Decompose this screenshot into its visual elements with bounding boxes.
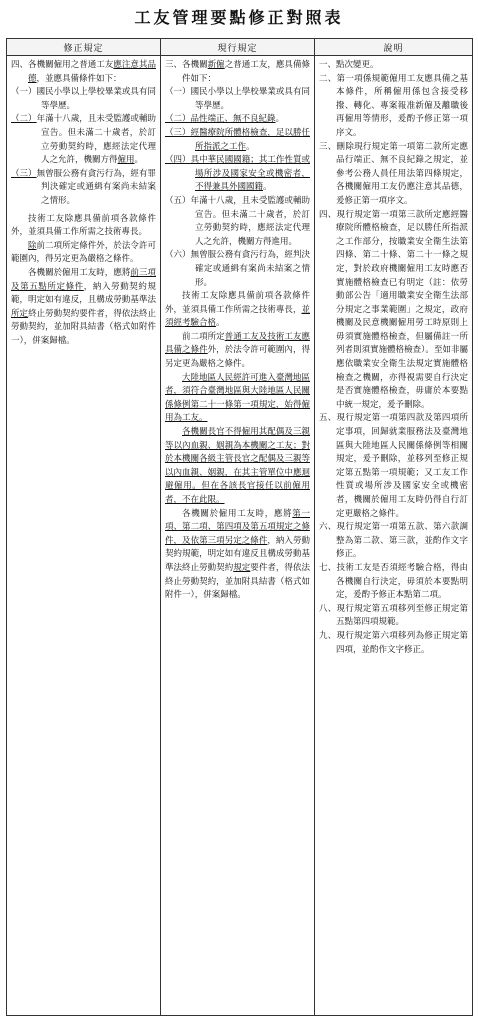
table-header-row — [7, 39, 473, 56]
current-paragraph-1 — [165, 59, 310, 86]
header-revised: 修正規定 — [7, 39, 161, 56]
underlined-text: （三） — [11, 168, 37, 179]
text: （五） — [165, 195, 191, 206]
header-current: 現行規定 — [161, 39, 315, 56]
revised-paragraph-3 — [11, 240, 156, 267]
current-cell — [161, 56, 315, 1016]
underlined-text: 具中華民國國籍；其工作性質或場所涉及國家安全或機密者，不得兼具外國國籍 — [190, 155, 310, 193]
text: （六） — [165, 250, 191, 261]
underlined-text: 大陸地區人民經許可進入臺灣地區者，須符合臺灣地區與大陸地區人民關係條例第二十一條第一項規定，始得僱用為工友。 — [165, 372, 310, 424]
note-item-1: 一、點次變更。 — [319, 60, 379, 70]
text: 年滿十八歲，且未受監護或輔助宣告。但未滿二十歲者，於訂立勞動契約時，應經法定代理人之允許，機關方得進用。 — [190, 195, 310, 247]
revised-item-1: （一）國民小學以上學校畢業或具有同等學歷。 — [11, 87, 156, 111]
current-item-1: （一）國民小學以上學校畢業或具有同等學歷。 — [165, 87, 310, 111]
current-item-6 — [165, 249, 310, 290]
text: ，並應具備條件如下： — [36, 73, 122, 84]
document-title: 工友管理要點修正對照表 — [134, 8, 344, 27]
underlined-text: 除 — [28, 240, 37, 251]
text: 年滿十八歲，且未受監護或輔助宣告。但未滿二十歲者，於訂立勞動契約時，應經法定代理人之允許，機關方得 — [36, 114, 156, 166]
underlined-text: 僱用 — [117, 155, 135, 166]
text: 要件者，得依法終止勞動契約，並加附具結書（格式如附件一），併案歸檔。 — [165, 562, 310, 601]
underlined-text: 品性端正、無不良紀錄 — [190, 114, 276, 125]
note-item-8: 八、現行規定第五項移列至修正規定第五點第四項規範。 — [319, 603, 468, 628]
underlined-text: 並須經考驗合格 — [165, 304, 310, 329]
current-paragraph-6 — [165, 508, 310, 603]
note-item-6: 六、現行規定第一項第五款、第六款調整為第二款、第三款，並酌作文字修正。 — [319, 522, 468, 560]
text: 前二項所定條件外，於法令許可範圍內，得另定更為嚴格之條件。 — [11, 240, 156, 265]
current-paragraph-3 — [165, 331, 310, 372]
current-paragraph-2 — [165, 290, 310, 331]
text: 。 — [263, 182, 272, 193]
underlined-text: 普通工友及技術工友應具備之條件 — [165, 331, 310, 356]
underlined-text: 各機關長官不得僱用其配偶及三親等以內血親、姻親為本機關之工友；對於本機關各級主管長官之配偶及三親等以內血親、姻親，在其主管單位中應迴避僱用。但在各該長官接任以前僱用者，不在此限。 — [165, 427, 310, 505]
revised-paragraph-2: 技術工友除應具備前項各款條件外，並須具備工作所需之技術專長。 — [11, 213, 156, 238]
text: 。 — [246, 141, 255, 152]
revised-paragraph-1 — [11, 59, 156, 86]
text: 。 — [275, 114, 285, 125]
current-item-2 — [165, 113, 310, 127]
underlined-text: （三） — [165, 127, 191, 138]
revised-paragraph-4 — [11, 267, 156, 349]
note-item-9: 九、現行規定第六項移列為修正規定第四項，並酌作文字修正。 — [319, 630, 468, 655]
text: 。 — [216, 318, 225, 329]
text: ，納入勞動契約規範，明定如有違反，且構成勞動基準法 — [11, 281, 156, 306]
underlined-text: 第一項、第二項、第四項及第五項規定之條件，及依第三項另定之條件 — [165, 508, 310, 546]
text: 前二項所定 — [182, 331, 225, 342]
underlined-text: 新僱 — [207, 60, 225, 70]
underlined-text: （四） — [165, 155, 191, 166]
underlined-text: 應注意其品德 — [28, 60, 156, 84]
underlined-text: （二） — [165, 114, 191, 125]
text: 終止勞動契約要件者，得依法終止勞動契約，並加附具結書（格式如附件一），併案歸檔。 — [11, 308, 156, 346]
text: 無曾服公務有貪污行為，經有罪判決確定或通緝有案尚未結案之情形。 — [36, 168, 156, 206]
table-row — [7, 56, 473, 1016]
underlined-text: 前三項及第五點所定條件 — [11, 267, 156, 292]
underlined-text: 所定 — [11, 308, 29, 319]
current-paragraph-5 — [165, 426, 310, 508]
text: 之普通工友，應具備條件如下： — [182, 60, 310, 84]
text: 技術工友除應具備前項各款條件外，並須具備工作所需之技術專長， — [165, 291, 310, 315]
text: 無曾服公務有貪污行為，經判決確定或通緝有案尚未結案之情形。 — [190, 250, 310, 288]
note-item-7: 七、技術工友是否須經考驗合格，得由各機關自行決定，毋須於本要點明定，爰酌予修正本點第二項。 — [319, 562, 468, 601]
underlined-text: 規定 — [233, 562, 251, 573]
underlined-text: 經醫療院所體格檢查，足以勝任所指派之工作 — [190, 127, 310, 152]
current-item-4 — [165, 154, 310, 195]
header-note: 說明 — [315, 39, 473, 56]
text: 各機關於僱用工友時，應將 — [182, 508, 293, 519]
current-paragraph-4 — [165, 372, 310, 426]
current-item-3 — [165, 127, 310, 154]
text: 外，於法令許可範圍內，得另定更為嚴格之條件。 — [165, 345, 310, 370]
note-item-2: 二、第一項係規範僱用工友應具備之基本條件，所稱僱用係包含接受移撥、轉化、專案報准新僱及離職後再僱用等情形，爰酌予修正第一項序文。 — [319, 73, 468, 138]
note-item-3: 三、刪除現行規定第一項第二款所定應品行端正、無不良紀錄之規定，並參考公務人員任用法第四條規定，各機關僱用工友仍應注意其品德，爰修正第一項序文。 — [319, 141, 468, 206]
revised-item-3 — [11, 168, 156, 209]
note-item-5: 五、現行規定第一項第四款及第四項所定事項，回歸就業服務法及臺灣地區與大陸地區人民關係條例等相關規定，爰予刪除，並移列至修正規定第五點第一項規範；又工友工作性質或場所涉及國家安全或機密者，機關於僱用工友時仍得自行訂定更嚴格之條件。 — [319, 413, 468, 519]
revised-item-2 — [11, 113, 156, 167]
text: 。 — [134, 155, 144, 166]
text: ，納入勞動契約規範，明定如有違反且構成勞動基準法終止勞動契約 — [165, 535, 310, 573]
revised-cell — [7, 56, 161, 1016]
text: 四、各機關僱用之普通工友 — [11, 60, 114, 70]
underlined-text: （二） — [11, 114, 37, 125]
comparison-table — [6, 38, 473, 1016]
note-cell — [315, 56, 473, 1016]
text: 各機關於僱用工友時，應將 — [28, 267, 131, 278]
text: 三、各機關 — [165, 60, 208, 70]
note-item-4: 四、現行規定第一項第三款所定應經醫療院所體格檢查，足以勝任所指派之工作部分，按職業安全衛生法第四條、第二十條、第二十一條之規定，對於政府機關僱用工友時應否實施體格檢查已有明定（註：依勞動部公告「適用職業安全衛生法部分規定之事業範圍」之規定，政府機關及民意機關僱用勞工時原則上毋須實施體格檢查，但屬備註一所列者則須實施體格檢查）。至如非屬應依職業安全衛生法規定實施體格檢查之機關，亦得視需要自行決定是否實施體格檢查，毋庸於本要點中統一規定，爰予刪除。 — [319, 209, 468, 410]
current-item-5 — [165, 195, 310, 249]
